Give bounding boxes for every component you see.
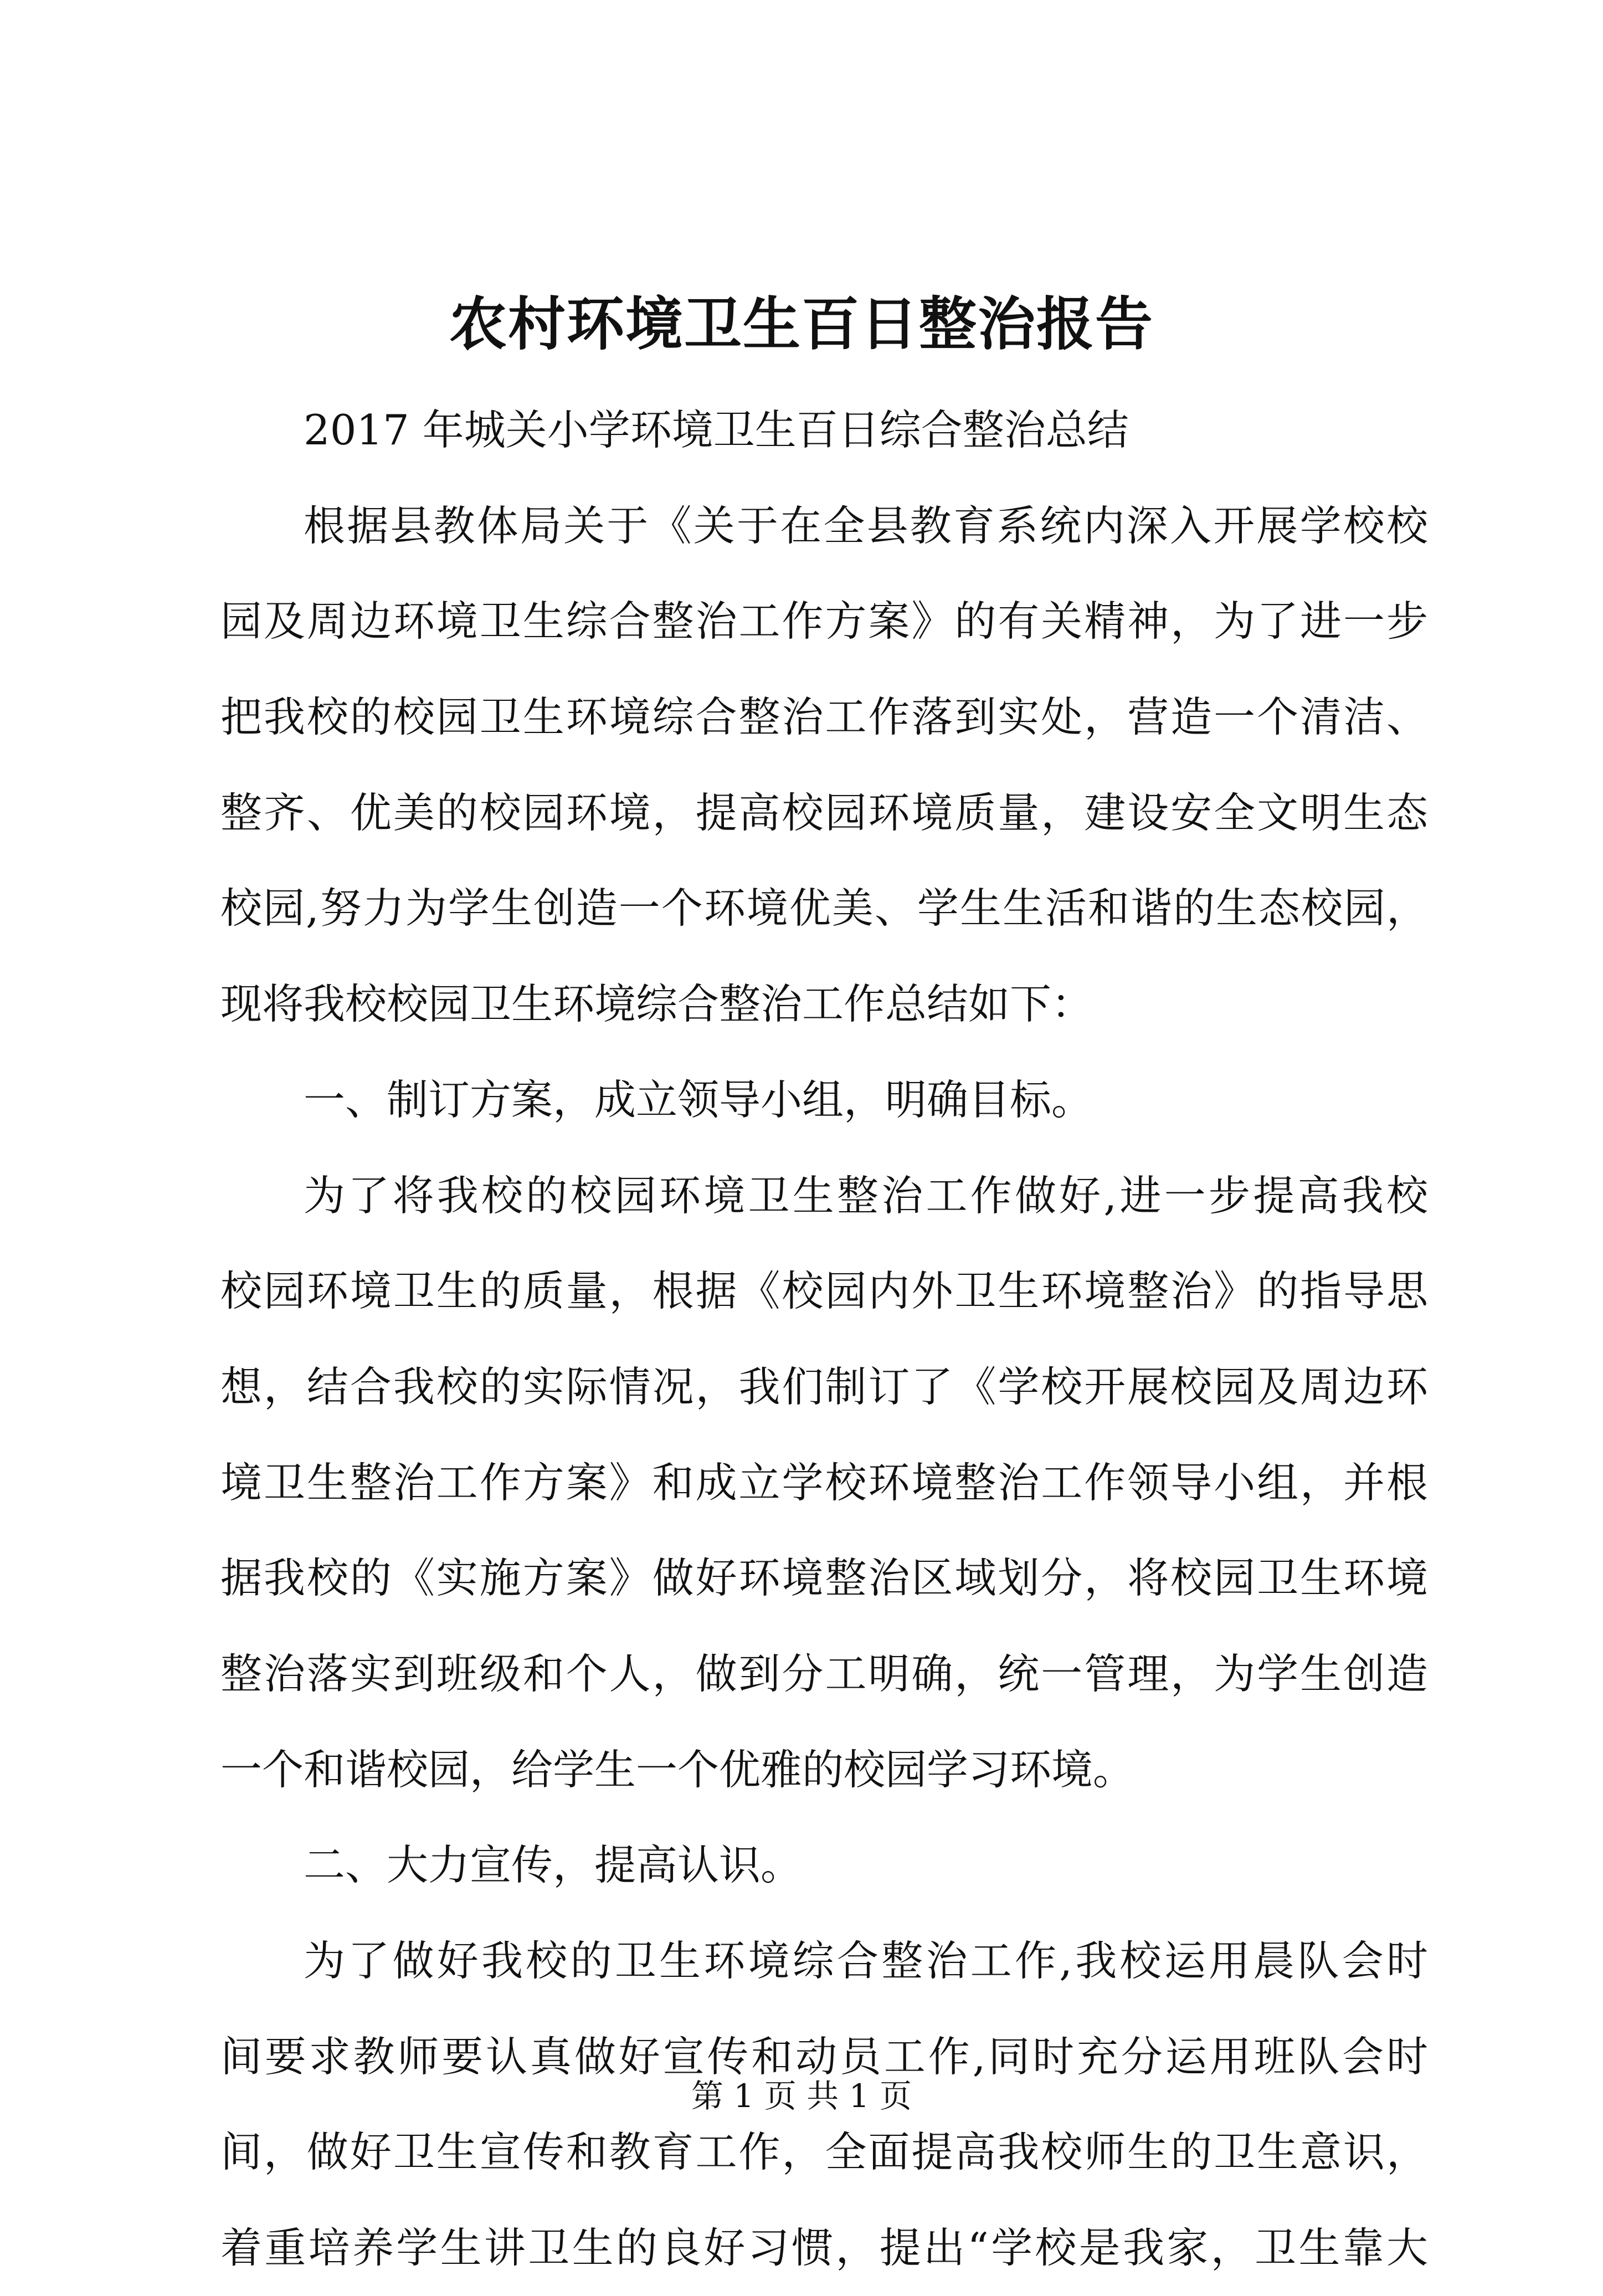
paragraph-line: 间，做好卫生宣传和教育工作，全面提高我校师生的卫生意识， (220, 2128, 1428, 2177)
paragraph-line: 想，结合我校的实际情况，我们制订了《学校开展校园及周边环 (220, 1362, 1428, 1411)
paragraph-line: 境卫生整治工作方案》和成立学校环境整治工作领导小组，并根 (220, 1458, 1428, 1507)
page-footer: 第 1 页 共 1 页 (691, 2077, 912, 2115)
paragraph-line: 校园环境卫生的质量，根据《校园内外卫生环境整治》的指导思 (220, 1267, 1428, 1316)
paragraph-line: 根据县教体局关于《关于在全县教育系统内深入开展学校校 (304, 501, 1428, 550)
paragraph-line: 为了将我校的校园环境卫生整治工作做好,进一步提高我校 (304, 1171, 1428, 1220)
section-heading: 一、制订方案，成立领导小组，明确目标。 (304, 1075, 1093, 1124)
subtitle-line: 2017 年城关小学环境卫生百日综合整治总结 (304, 406, 1129, 454)
paragraph-line: 据我校的《实施方案》做好环境整治区域划分，将校园卫生环境 (220, 1554, 1428, 1603)
paragraph-line: 着重培养学生讲卫生的良好习惯，提出“学校是我家，卫生靠大 (220, 2223, 1428, 2273)
paragraph-line: 现将我校校园卫生环境综合整治工作总结如下： (220, 980, 1093, 1029)
paragraph-line: 整齐、优美的校园环境，提高校园环境质量，建设安全文明生态 (220, 788, 1428, 837)
paragraph-line: 整治落实到班级和个人，做到分工明确，统一管理，为学生创造 (220, 1649, 1428, 1698)
paragraph-line: 一个和谐校园，给学生一个优雅的校园学习环境。 (220, 1745, 1135, 1794)
paragraph-line: 园及周边环境卫生综合整治工作方案》的有关精神，为了进一步 (220, 597, 1428, 646)
paragraph-line: 把我校的校园卫生环境综合整治工作落到实处，营造一个清洁、 (220, 693, 1428, 742)
paragraph-line: 间要求教师要认真做好宣传和动员工作,同时充分运用班队会时 (220, 2032, 1428, 2081)
paragraph-line: 为了做好我校的卫生环境综合整治工作,我校运用晨队会时 (304, 1936, 1428, 1985)
section-heading: 二、大力宣传，提高认识。 (304, 1841, 803, 1890)
paragraph-line: 校园,努力为学生创造一个环境优美、学生生活和谐的生态校园， (220, 884, 1428, 933)
document-title: 农村环境卫生百日整治报告 (449, 290, 1154, 358)
document-body (220, 382, 1428, 2296)
